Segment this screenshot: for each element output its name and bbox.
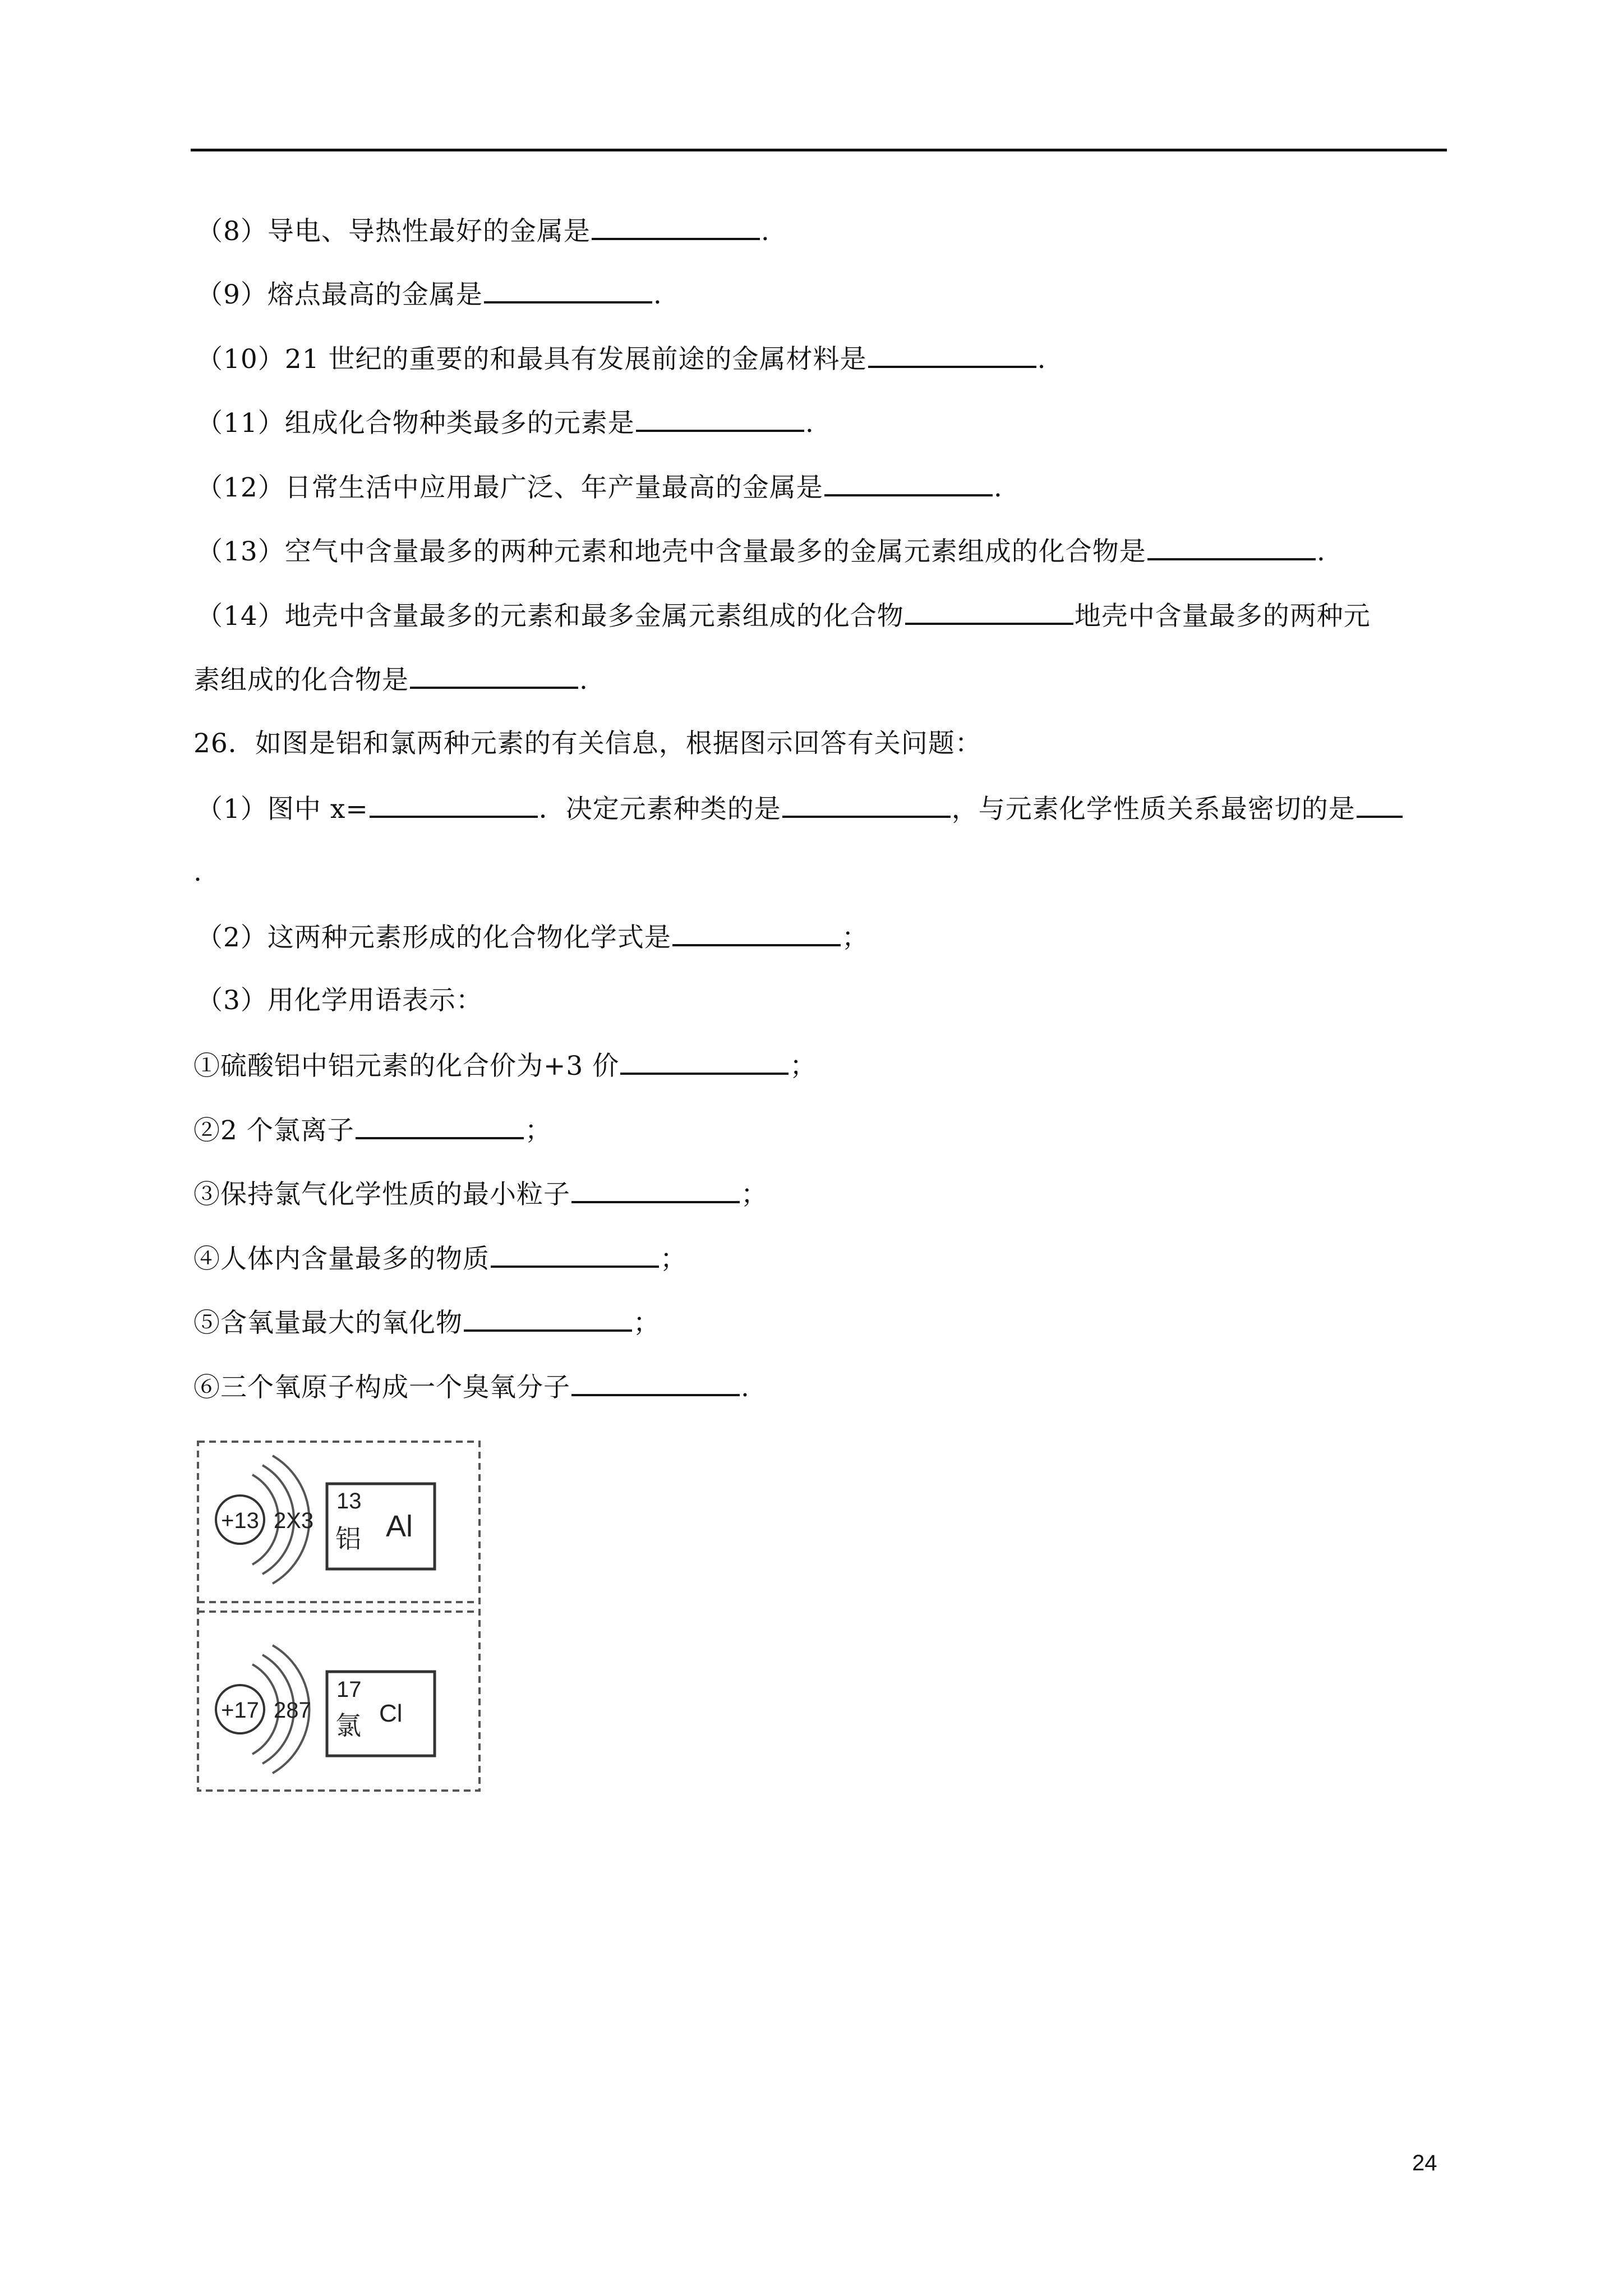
aluminum-shell-electrons: 2X3: [274, 1508, 314, 1533]
q26-part2: （2）这两种元素形成的化合物化学式是 ；: [196, 919, 869, 955]
answer-blank[interactable]: [410, 662, 578, 689]
item-14-cont: 素组成的化合物是 .: [193, 662, 588, 697]
q26-sub-4: ④人体内含量最多的物质 ；: [193, 1241, 687, 1276]
item-9: （9）熔点最高的金属是 .: [196, 277, 662, 312]
chlorine-atom-diagram: [216, 1645, 435, 1773]
answer-blank[interactable]: [672, 919, 841, 946]
item-11: （11）组成化合物种类最多的元素是 .: [196, 405, 814, 440]
answer-blank[interactable]: [636, 405, 804, 432]
item-8: （8）导电、导热性最好的金属是 .: [196, 213, 770, 249]
answer-blank[interactable]: [620, 1048, 789, 1075]
item-10: （10）21 世纪的重要的和最具有发展前途的金属材料是 .: [196, 341, 1046, 376]
aluminum-name: 铝: [335, 1524, 361, 1553]
chlorine-atomic-number: 17: [336, 1677, 362, 1702]
chlorine-symbol: Cl: [379, 1700, 403, 1727]
chlorine-name: 氯: [335, 1711, 361, 1740]
answer-blank[interactable]: [905, 598, 1073, 625]
page-number: 24: [1412, 2151, 1437, 2175]
answer-blank[interactable]: [571, 1176, 740, 1203]
x-blank[interactable]: [370, 791, 538, 818]
q26-part1: （1）图中 x= ．决定元素种类的是 ，与元素化学性质关系最密切的是: [196, 791, 1404, 826]
q26-stem: 26．如图是铝和氯两种元素的有关信息，根据图示回答有关问题：: [193, 728, 982, 759]
answer-blank[interactable]: [824, 470, 993, 496]
q26-part1-end: .: [193, 857, 202, 887]
answer-blank[interactable]: [1357, 791, 1403, 818]
answer-blank[interactable]: [356, 1112, 524, 1139]
answer-blank[interactable]: [571, 1369, 740, 1396]
q26-sub-2: ②2 个氯离子 ；: [193, 1112, 552, 1148]
element-figure: [196, 1440, 482, 1793]
answer-blank[interactable]: [464, 1305, 632, 1332]
q26-sub-1: ①硫酸铝中铝元素的化合价为+3 价 ；: [193, 1048, 817, 1083]
aluminum-nucleus-charge: +13: [221, 1508, 259, 1533]
item-13: （13）空气中含量最多的两种元素和地壳中含量最多的金属元素组成的化合物是 .: [196, 533, 1326, 569]
item-12: （12）日常生活中应用最广泛、年产量最高的金属是 .: [196, 470, 1003, 505]
aluminum-atom-diagram: [216, 1456, 435, 1584]
aluminum-symbol: Al: [386, 1510, 413, 1543]
answer-blank[interactable]: [1147, 533, 1316, 560]
answer-blank[interactable]: [484, 277, 652, 303]
answer-blank[interactable]: [592, 213, 760, 240]
aluminum-atomic-number: 13: [336, 1489, 362, 1513]
q26-sub-6: ⑥三个氧原子构成一个臭氧分子 .: [193, 1369, 750, 1405]
q26-sub-3: ③保持氯气化学性质的最小粒子 ；: [193, 1176, 768, 1212]
answer-blank[interactable]: [868, 341, 1036, 368]
item-14: （14）地壳中含量最多的元素和最多金属元素组成的化合物 地壳中含量最多的两种元: [196, 598, 1371, 633]
answer-blank[interactable]: [782, 791, 951, 818]
header-rule: [191, 149, 1447, 151]
chlorine-shell-electrons: 287: [274, 1698, 311, 1723]
answer-blank[interactable]: [491, 1241, 659, 1268]
q26-part3: （3）用化学用语表示：: [196, 985, 483, 1016]
chlorine-nucleus-charge: +17: [221, 1698, 259, 1723]
q26-sub-5: ⑤含氧量最大的氧化物 ；: [193, 1305, 660, 1340]
